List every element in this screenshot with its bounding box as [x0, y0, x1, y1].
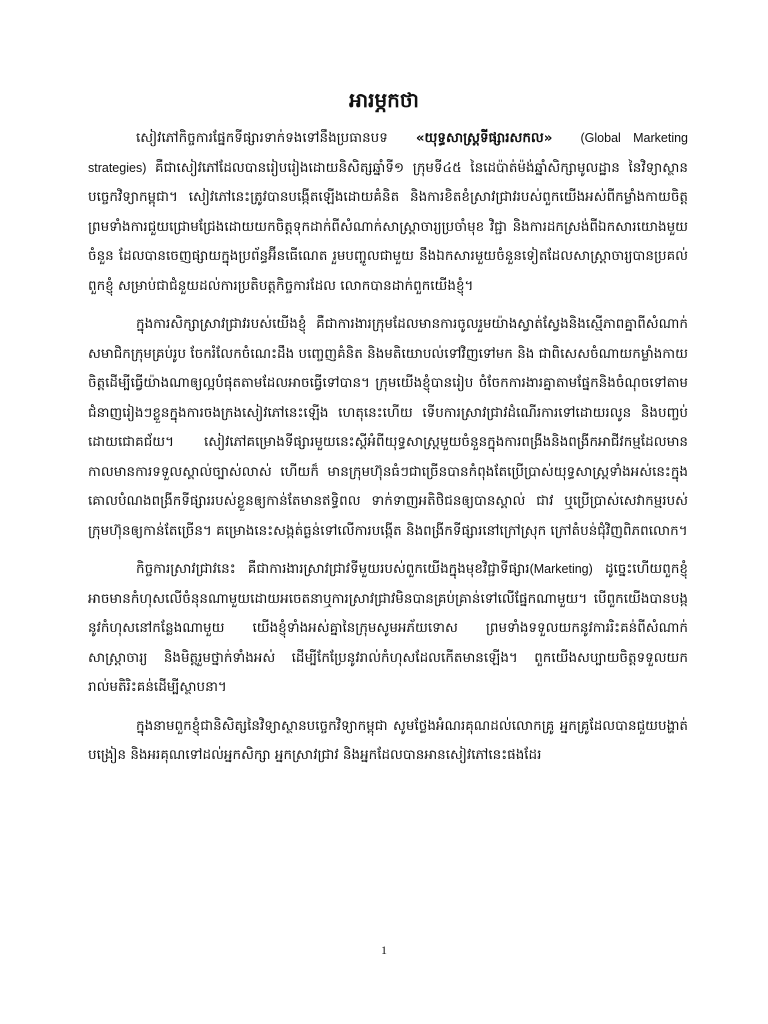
paragraph-3 [88, 555, 688, 703]
paragraph-1 [88, 124, 688, 301]
paragraph-3-after: ដូច្នេះហើយពួកខ្ញុំអាចមានកំហុសលើចំនុនណាមួយដោយអចេតនាឬការស្រាវជ្រាវមិនបានគ្រប់គ្រាន់ទៅលើផ្នែកណាមួយ។ បើពួកយើងបានបង្កនូវកំហុសនៅកន្លែងណាមួយ យើងខ្ញុំទាំងអស់គ្នានៃក្រុមសូមអភ័យទោស ព្រមទាំងទទួលយកនូវការរិះគន់ពីសំណាក់សាស្ត្រាចារ្យ និងមិត្តរួមថ្នាក់ទាំងអស់ ដើម្បីកែប្រែនូវរាល់កំហុសដែលកើតមានឡើង។ ពួកយើងសប្បាយចិត្តទទួលយករាល់មតិរិះគន់ដើម្បីស្ថាបនា។ [88, 561, 688, 695]
document-body [88, 124, 688, 780]
paragraph-2-text: ក្នុងការសិក្សាស្រាវជ្រាវរបស់យើងខ្ញុំ គឺជាការងារក្រុមដែលមានការចូលរួមយ៉ាងស្វាត់ស្វែងនិងស្មើភាពគ្នាពីសំណាក់សមាជិកក្រុមគ្រប់រូប ចែករំលែកចំណេះដឹង បញ្ចេញគំនិត និងមតិយោបល់ទៅវិញទៅមក និង ជាពិសេសចំណាយកម្លាំងកាយចិត្តដើម្បីធ្វើយ៉ាងណាឲ្យល្អបំផុតតាមដែលអាចធ្វើទៅបាន។ ក្រុមយើងខ្ញុំបានរៀប ចំចែកការងារគ្នាតាមផ្នែកនិងចំណុចទៅតាមជំនាញរៀងៗខ្លួនក្នុងការចងក្រងសៀវភៅនេះឡើង ហេតុនេះហើយ ទើបការស្រាវជ្រាវដំណើរការទៅដោយរលូន និងបញ្ចប់ដោយជោគជ័យ។ សៀវភៅគម្រោងទីផ្សារមួយនេះស្ដីអំពីយុទ្ធសាស្ត្រមួយចំនួនក្នុងការពង្រីងនិងពង្រីកអាជីវកម្មដែលមានកាលមានការទទួលស្គាល់ច្បាស់លាស់ ហើយក៏ មានក្រុមហ៊ុនធំៗជាច្រើនបានកំពុងតែប្រើប្រាស់យុទ្ធសាស្ត្រទាំងអស់នេះក្នុងគោលបំណងពង្រីកទីផ្សាររបស់ខ្លួនឲ្យកាន់តែមានឥទ្ធិពល ទាក់ទាញអតិថិជនឲ្យបានស្គាល់ ជាវ ឬប្រើប្រាស់សេវាកម្មរបស់ក្រុមហ៊ុនឲ្យកាន់តែច្រើន។ គម្រោងនេះសង្កត់ធ្ងន់ទៅលើការបង្កើត និងពង្រីកទីផ្សារនៅក្រៅស្រុក ក្រៅតំបន់ជុំវិញពិភពលោក។ [88, 316, 688, 539]
paragraph-4-text: ក្នុងនាមពួកខ្ញុំជានិសិត្សនៃវិទ្យាស្ថានបច្ចេកវិទ្យាកម្ពុជា សូមថ្លែងអំណរគុណដល់លោកគ្រូ អ្នកគ្រូដែលបានជួយបង្ហាត់បង្រៀន និងអរគុណទៅដល់អ្នកសិក្សា អ្នកស្រាវជ្រាវ និងអ្នកដែលបានអានសៀវភៅនេះផងដែរ [88, 717, 688, 763]
english-title: (Global Marketing strategies) [88, 131, 688, 175]
paragraph-1-intro: សៀវភៅកិច្ចការផ្នែកទីផ្សារទាក់ទងទៅនឹងប្រធានបទ [136, 130, 388, 146]
paragraph-1-body: គឺជាសៀវភៅដែលបានរៀបរៀងដោយនិសិត្សឆ្នាំទី១ ក្រុមទី៤៥ នៃដេប៉ាត់ម៉ង់ឆ្នាំសិក្សាមូលដ្ឋាន នៃវិទ្យាស្ថានបច្ចេកវិទ្យាកម្ពុជា។ សៀវភៅនេះត្រូវបានបង្កើតឡើងដោយគំនិត និងការខិតខំស្រាវជ្រាវរបស់ពួកយើងអស់ពីកម្លាំងកាយចិត្ត ព្រមទាំងការជួយជ្រោមជ្រែងដោយយកចិត្តទុកដាក់ពីសំណាក់សាស្ត្រាចារ្យប្រចាំមុខ វិជ្ជា និងការដកស្រង់ពីឯកសារយោងមួយចំនួន ដែលបានចេញផ្សាយក្នុងប្រព័ន្ធអ៊ីនធើណេត រួមបញ្ចូលជាមួយ នឹងឯកសារមួយចំនួនទៀតដែលសាស្ត្រាចារ្យបានប្រគល់ពួកខ្ញុំ សម្រាប់ជាជំនួយដល់ការប្រតិបត្តកិច្ចការដែល លោកបានដាក់ពួកយើងខ្ញុំ។ [88, 159, 688, 294]
book-title: «យុទ្ធសាស្ត្រទីផ្សារសកល» [415, 130, 553, 146]
paragraph-2 [88, 310, 688, 546]
paragraph-3-before: កិច្ចការស្រាវជ្រាវនេះ គឺជាការងារស្រាវជ្រាវទីមួយរបស់ពួកយើងក្នុងមុខវិជ្ជាទីផ្សារ [136, 561, 530, 577]
page-number: 1 [381, 943, 387, 957]
page-title: អារម្ភកថា [349, 88, 419, 112]
paragraph-4 [88, 712, 688, 771]
english-term: (Marketing) [529, 562, 593, 576]
